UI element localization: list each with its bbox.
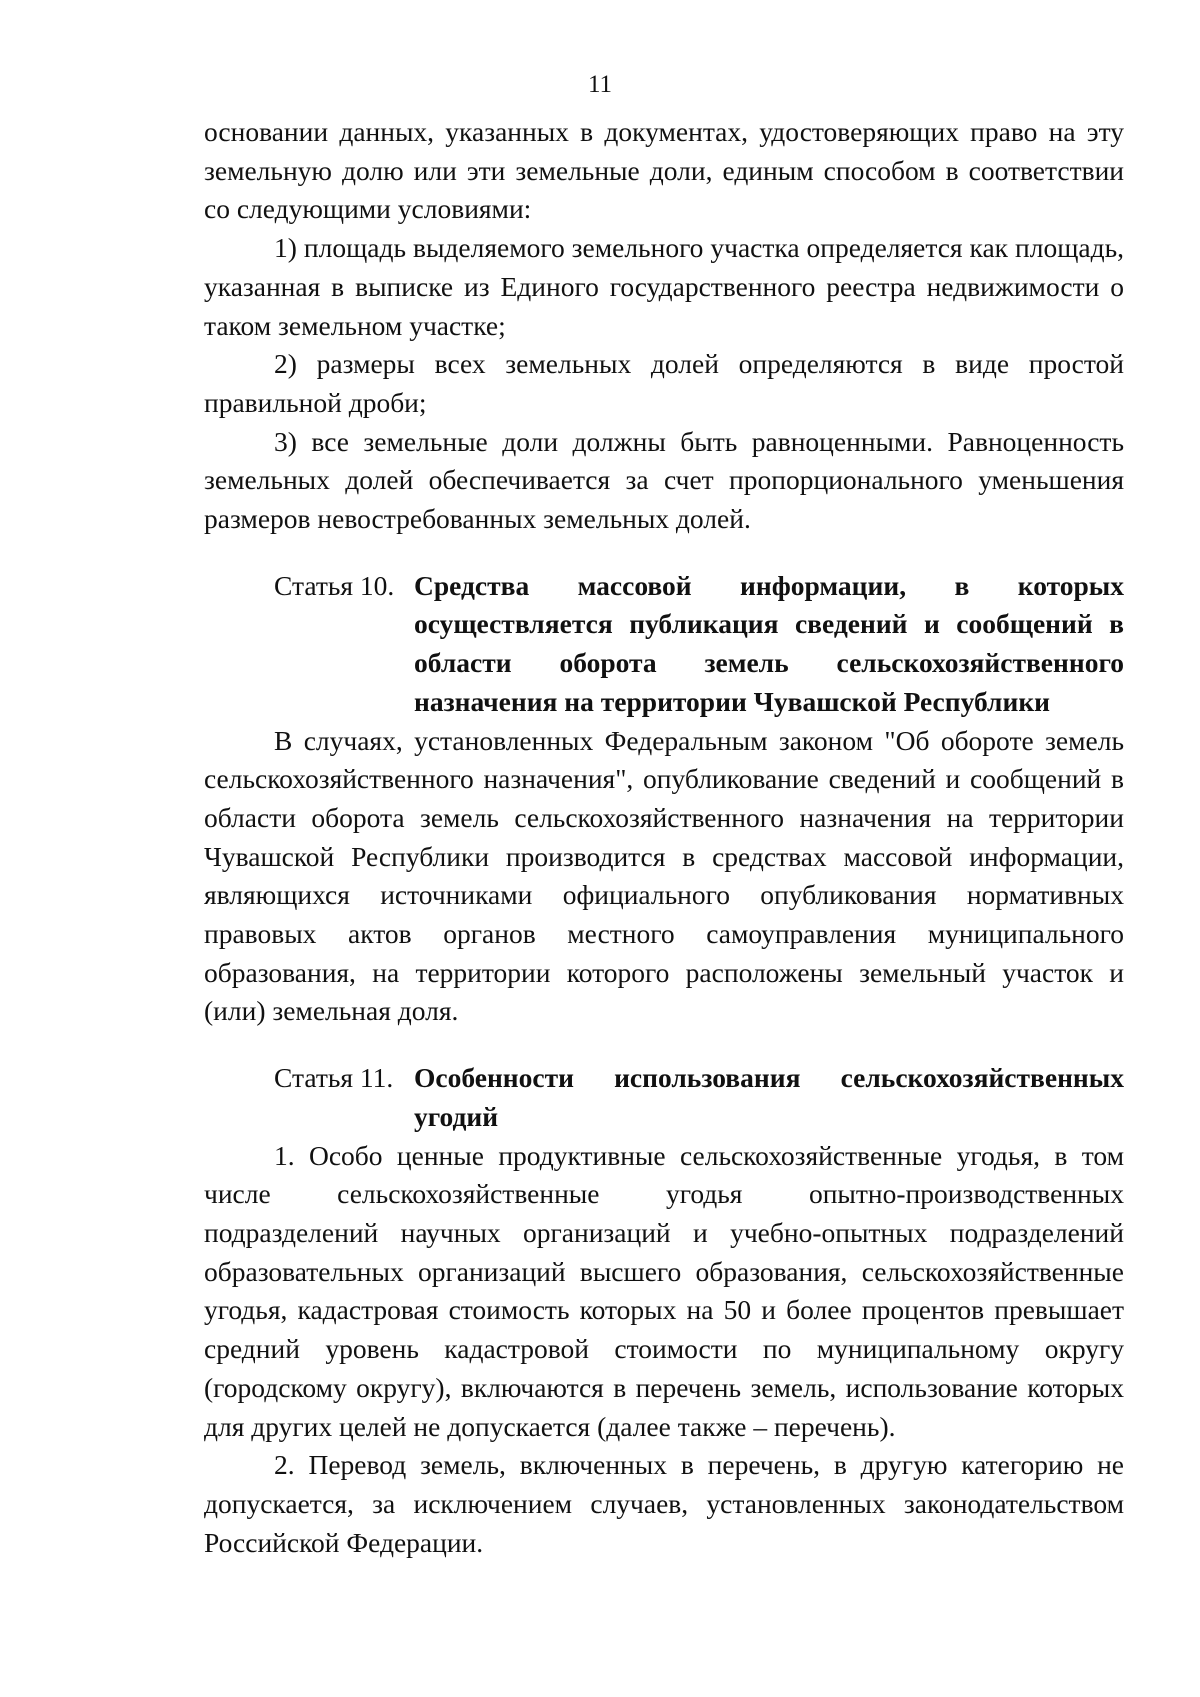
condition-item-2: 2) размеры всех земельных долей определяются в виде простой правильной дроби; — [204, 348, 1124, 418]
article-10-paragraph: В случаях, установленных Федеральным законом "Об обороте земель сельскохозяйственного назначения", опубликование сведений и сообщений в области оборота земель сельскохозяйственного назначения на территории Чувашской Республики производится в средствах массовой информации, являющихся источниками официального опубликования нормативных правовых актов органов местного самоуправления муниципального образования, на территории которого расположены земельный участок и (или) земельная доля. — [204, 724, 1124, 1027]
article-10-title: Средства массовой информации, в которых осуществляется публикация сведений и сообщений в области оборота земель сельскохозяйственного назначения на территории Чувашской Республики — [414, 569, 1124, 717]
article-11-title: Особенности использования сельскохозяйственных угодий — [414, 1062, 1124, 1132]
article-11-paragraph-1: 1. Особо ценные продуктивные сельскохозяйственные угодья, в том числе сельскохозяйственные угодья опытно-производственных подразделений научных организаций и учебно-опытных подразделений образовательных организаций высшего образования, сельскохозяйственные угодья, кадастровая стоимость которых на 50 и более процентов превышает средний уровень кадастровой стоимости по муниципальному округу (городскому округу), включаются в перечень земель, использование которых для других целей не допускается (далее также – перечень). — [204, 1139, 1124, 1442]
article-11-number: Статья 11. — [274, 1062, 394, 1094]
page-content — [204, 113, 1124, 1562]
continuation-paragraph: основании данных, указанных в документах, удостоверяющих право на эту земельную долю или эти земельные доли, единым способом в соответствии со следующими условиями: — [204, 116, 1124, 225]
page-number: 11 — [587, 71, 613, 98]
article-10-heading — [204, 567, 1124, 722]
condition-item-1: 1) площадь выделяемого земельного участка определяется как площадь, указанная в выписке из Единого государственного реестра недвижимости о таком земельном участке; — [204, 232, 1124, 341]
article-11-paragraph-2: 2. Перевод земель, включенных в перечень, в другую категорию не допускается, за исключением случаев, установленных законодательством Российской Федерации. — [204, 1449, 1124, 1558]
article-11-heading — [204, 1059, 1124, 1136]
condition-item-3: 3) все земельные доли должны быть равноценными. Равноценность земельных долей обеспечивается за счет пропорционального уменьшения размеров невостребованных земельных долей. — [204, 425, 1124, 535]
article-10-number: Статья 10. — [274, 569, 395, 601]
